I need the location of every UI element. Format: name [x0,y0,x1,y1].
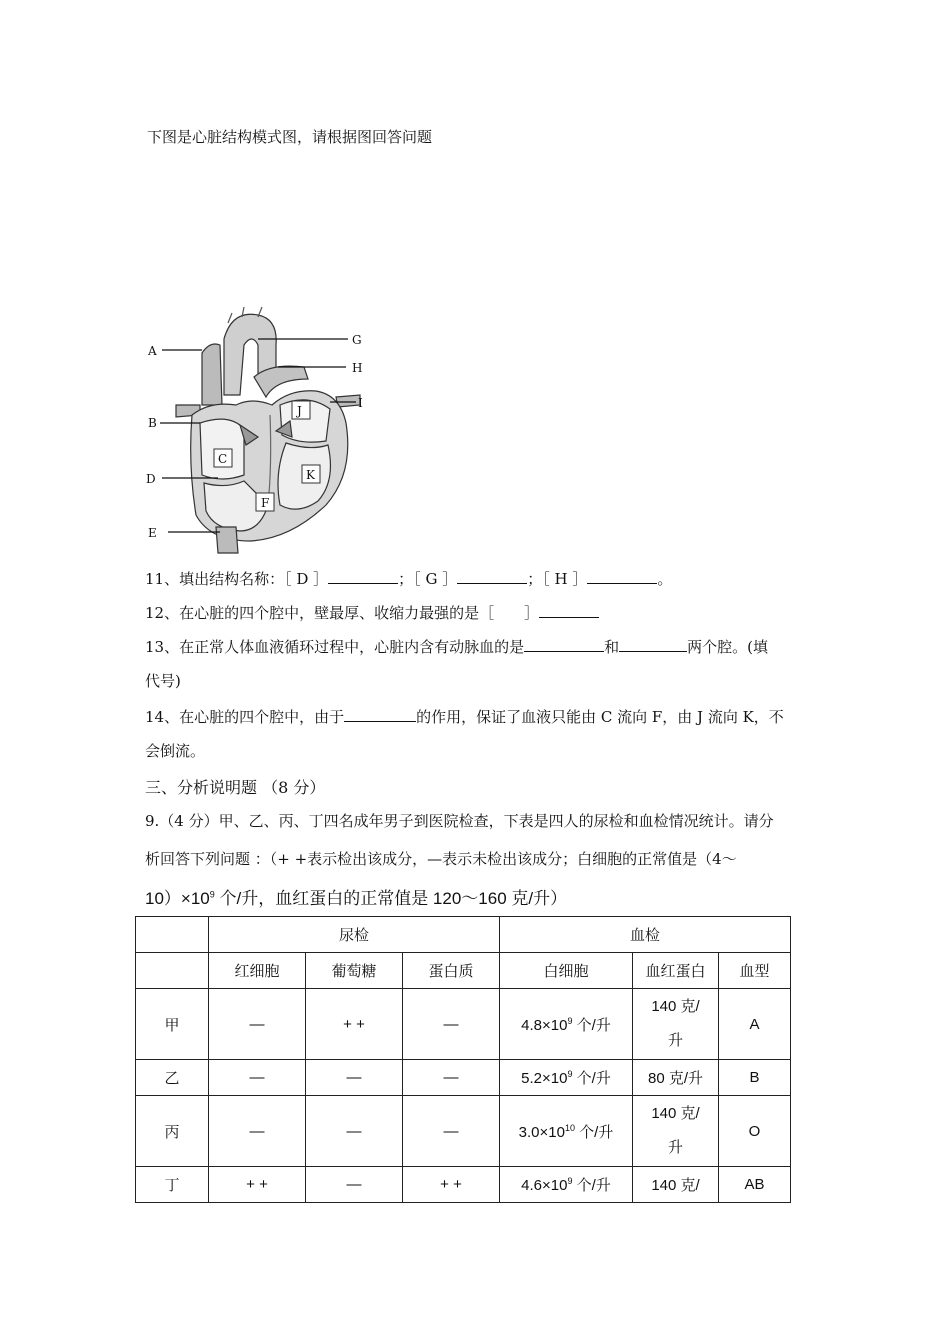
problem-9-line3: $10)\times 10^9$ 个/升，血红蛋白的正常值是 120～160 克/升） [145,889,568,908]
label-b: B [148,416,157,430]
table-corner [136,917,209,953]
header-wbc: 白细胞 [500,953,633,989]
label-h: H [352,361,363,375]
table-row: 甲 — + + — $4.8\times 10^9$ 个/升 140 克/ 升 A [136,989,791,1060]
header-glucose: 葡萄糖 [306,953,403,989]
problem-9-line1: 9.（4 分）甲、乙、丙、丁四名成年男子到医院检查，下表是四人的尿检和血检情况统计。请分 [145,812,774,830]
table-row: 丁 + + — + + $4.6\times 10^9$ 个/升 140 克/ AB [136,1167,791,1203]
header-rbc: 红细胞 [209,953,306,989]
table-row: 乙 — — — $5.2\times 10^9$ 个/升 80 克/升 B [136,1060,791,1096]
label-a: A [148,344,157,358]
answer-blank-14[interactable] [344,707,416,722]
question-13-line2: 代号) [145,672,181,690]
answer-blank-13b[interactable] [619,637,687,652]
header-protein: 蛋白质 [403,953,500,989]
answer-blank-h[interactable] [587,569,657,584]
answer-blank-g[interactable] [457,569,527,584]
section-3-heading: 三、分析说明题 （8 分） [145,778,326,797]
label-d: D [146,472,156,486]
header-hemoglobin: 血红蛋白 [633,953,719,989]
question-14: 14、在心脏的四个腔中，由于 的作用，保证了血液只能由 C 流向 F，由 J 流向 K，不 [145,708,784,726]
label-j: J [297,404,302,418]
answer-blank-d[interactable] [328,569,398,584]
question-11: 11、填出结构名称：［ D ］ ；［ G ］ ；［ H ］ 。 [145,570,673,588]
question-14-line2: 会倒流。 [145,742,206,760]
problem-9-line2: 析回答下列问题 ：（+ +表示检出该成分，—表示未检出该成分；白细胞的正常值是（4～ [145,850,737,868]
question-13: 13、在正常人体血液循环过程中，心脏内含有动脉血的是 和 两个腔。(填 [145,638,768,656]
label-i: I [358,396,363,410]
exam-results-table [135,916,791,1203]
label-g: G [352,333,362,347]
question-12: 12、在心脏的四个腔中，壁最厚、收缩力最强的是［ ］ [145,602,599,623]
answer-blank-12[interactable] [539,603,599,618]
header-blood-type: 血型 [719,953,791,989]
table-row: 丙 — — — $3.0\times 10^{10}$ 个/升 140 克/ 升 O [136,1096,791,1167]
label-f: F [261,496,270,510]
answer-blank-13a[interactable] [524,637,604,652]
heart-diagram [140,305,380,555]
header-urine-test: 尿检 [209,917,500,953]
intro-text: 下图是心脏结构模式图，请根据图回答问题 [147,128,433,146]
table-corner-2 [136,953,209,989]
label-k: K [306,468,315,482]
heart-drawing [176,307,363,553]
label-c: C [218,452,228,466]
header-blood-test: 血检 [500,917,791,953]
label-e: E [148,526,157,540]
